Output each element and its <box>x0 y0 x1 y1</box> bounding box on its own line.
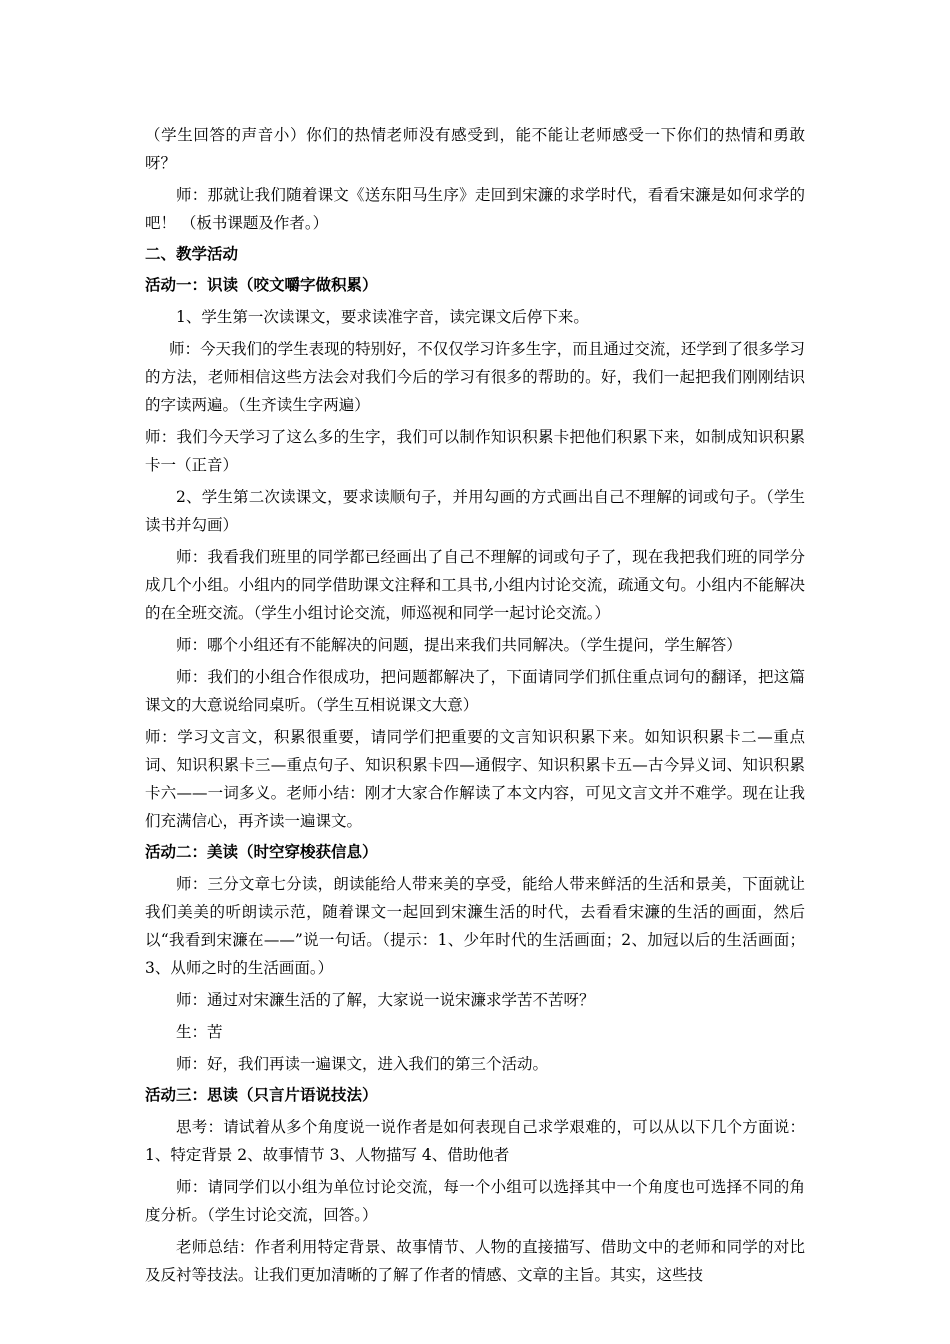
paragraph: 师：三分文章七分读，朗读能给人带来美的享受，能给人带来鲜活的生活和景美，下面就让我们美美的听朗读示范，随着课文一起回到宋濂生活的时代，去看看宋濂的生活的画面，然后以“我看到宋濂在——”说一句话。（提示：1、少年时代的生活画面；2、加冠以后的生活画面；3、从师之时的生活画面。） <box>145 875 805 977</box>
section-heading: 二、教学活动 <box>145 244 239 263</box>
paragraph: 师：我们今天学习了这么多的生字，我们可以制作知识积累卡把他们积累下来，如制成知识积累卡一（正音） <box>145 428 805 474</box>
section-heading: 活动二：美读（时空穿梭获信息） <box>145 842 378 861</box>
paragraph: 老师总结：作者利用特定背景、故事情节、人物的直接描写、借助文中的老师和同学的对比及反衬等技法。让我们更加清晰的了解了作者的情感、文章的主旨。其实，这些技 <box>145 1238 805 1284</box>
paragraph: 师：我们的小组合作很成功，把问题都解决了，下面请同学们抓住重点词句的翻译，把这篇课文的大意说给同桌听。（学生互相说课文大意） <box>145 668 805 714</box>
paragraph: 师：今天我们的学生表现的特别好，不仅仅学习许多生字，而且通过交流，还学到了很多学习的方法，老师相信这些方法会对我们今后的学习有很多的帮助的。好，我们一起把我们刚刚结识的字读两遍。（生齐读生字两遍） <box>145 340 805 414</box>
paragraph: 1、学生第一次读课文，要求读准字音，读完课文后停下来。 <box>176 308 589 326</box>
section-heading: 活动三：思读（只言片语说技法） <box>145 1085 378 1104</box>
paragraph: （学生回答的声音小）你们的热情老师没有感受到，能不能让老师感受一下你们的热情和勇敢呀？ <box>145 126 805 172</box>
paragraph: 师：哪个小组还有不能解决的问题，提出来我们共同解决。（学生提问，学生解答） <box>176 636 742 654</box>
paragraph: 师：请同学们以小组为单位讨论交流，每一个小组可以选择其中一个角度也可选择不同的角度分析。（学生讨论交流，回答。） <box>145 1178 805 1224</box>
paragraph: 师：通过对宋濂生活的了解，大家说一说宋濂求学苦不苦呀？ <box>176 991 595 1009</box>
paragraph: 师：好，我们再读一遍课文，进入我们的第三个活动。 <box>176 1055 549 1073</box>
paragraph: 2、学生第二次读课文，要求读顺句子，并用勾画的方式画出自己不理解的词或句子。（学生读书并勾画） <box>145 488 805 534</box>
paragraph: 生：苦 <box>176 1023 223 1041</box>
paragraph: 师：学习文言文，积累很重要，请同学们把重要的文言知识积累下来。如知识积累卡二—重点词、知识积累卡三—重点句子、知识积累卡四—通假字、知识积累卡五—古今异义词、知识积累卡六——一词多义。老师小结：刚才大家合作解读了本文内容，可见文言文并不难学。现在让我们充满信心，再齐读一遍课文。 <box>145 728 805 830</box>
section-heading: 活动一：识读（咬文嚼字做积累） <box>145 275 378 294</box>
document-body <box>145 121 805 1289</box>
paragraph: 师：我看我们班里的同学都已经画出了自己不理解的词或句子了，现在我把我们班的同学分成几个小组。小组内的同学借助课文注释和工具书,小组内讨论交流，疏通文句。小组内不能解决的在全班交流。（学生小组讨论交流，师巡视和同学一起讨论交流。） <box>145 548 805 622</box>
paragraph: 师：那就让我们随着课文《送东阳马生序》走回到宋濂的求学时代，看看宋濂是如何求学的吧！ （板书课题及作者。） <box>145 186 805 232</box>
paragraph: 思考：请试着从多个角度说一说作者是如何表现自己求学艰难的，可以从以下几个方面说： 1、特定背景 2、故事情节 3、人物描写 4、借助他者 <box>145 1118 805 1164</box>
